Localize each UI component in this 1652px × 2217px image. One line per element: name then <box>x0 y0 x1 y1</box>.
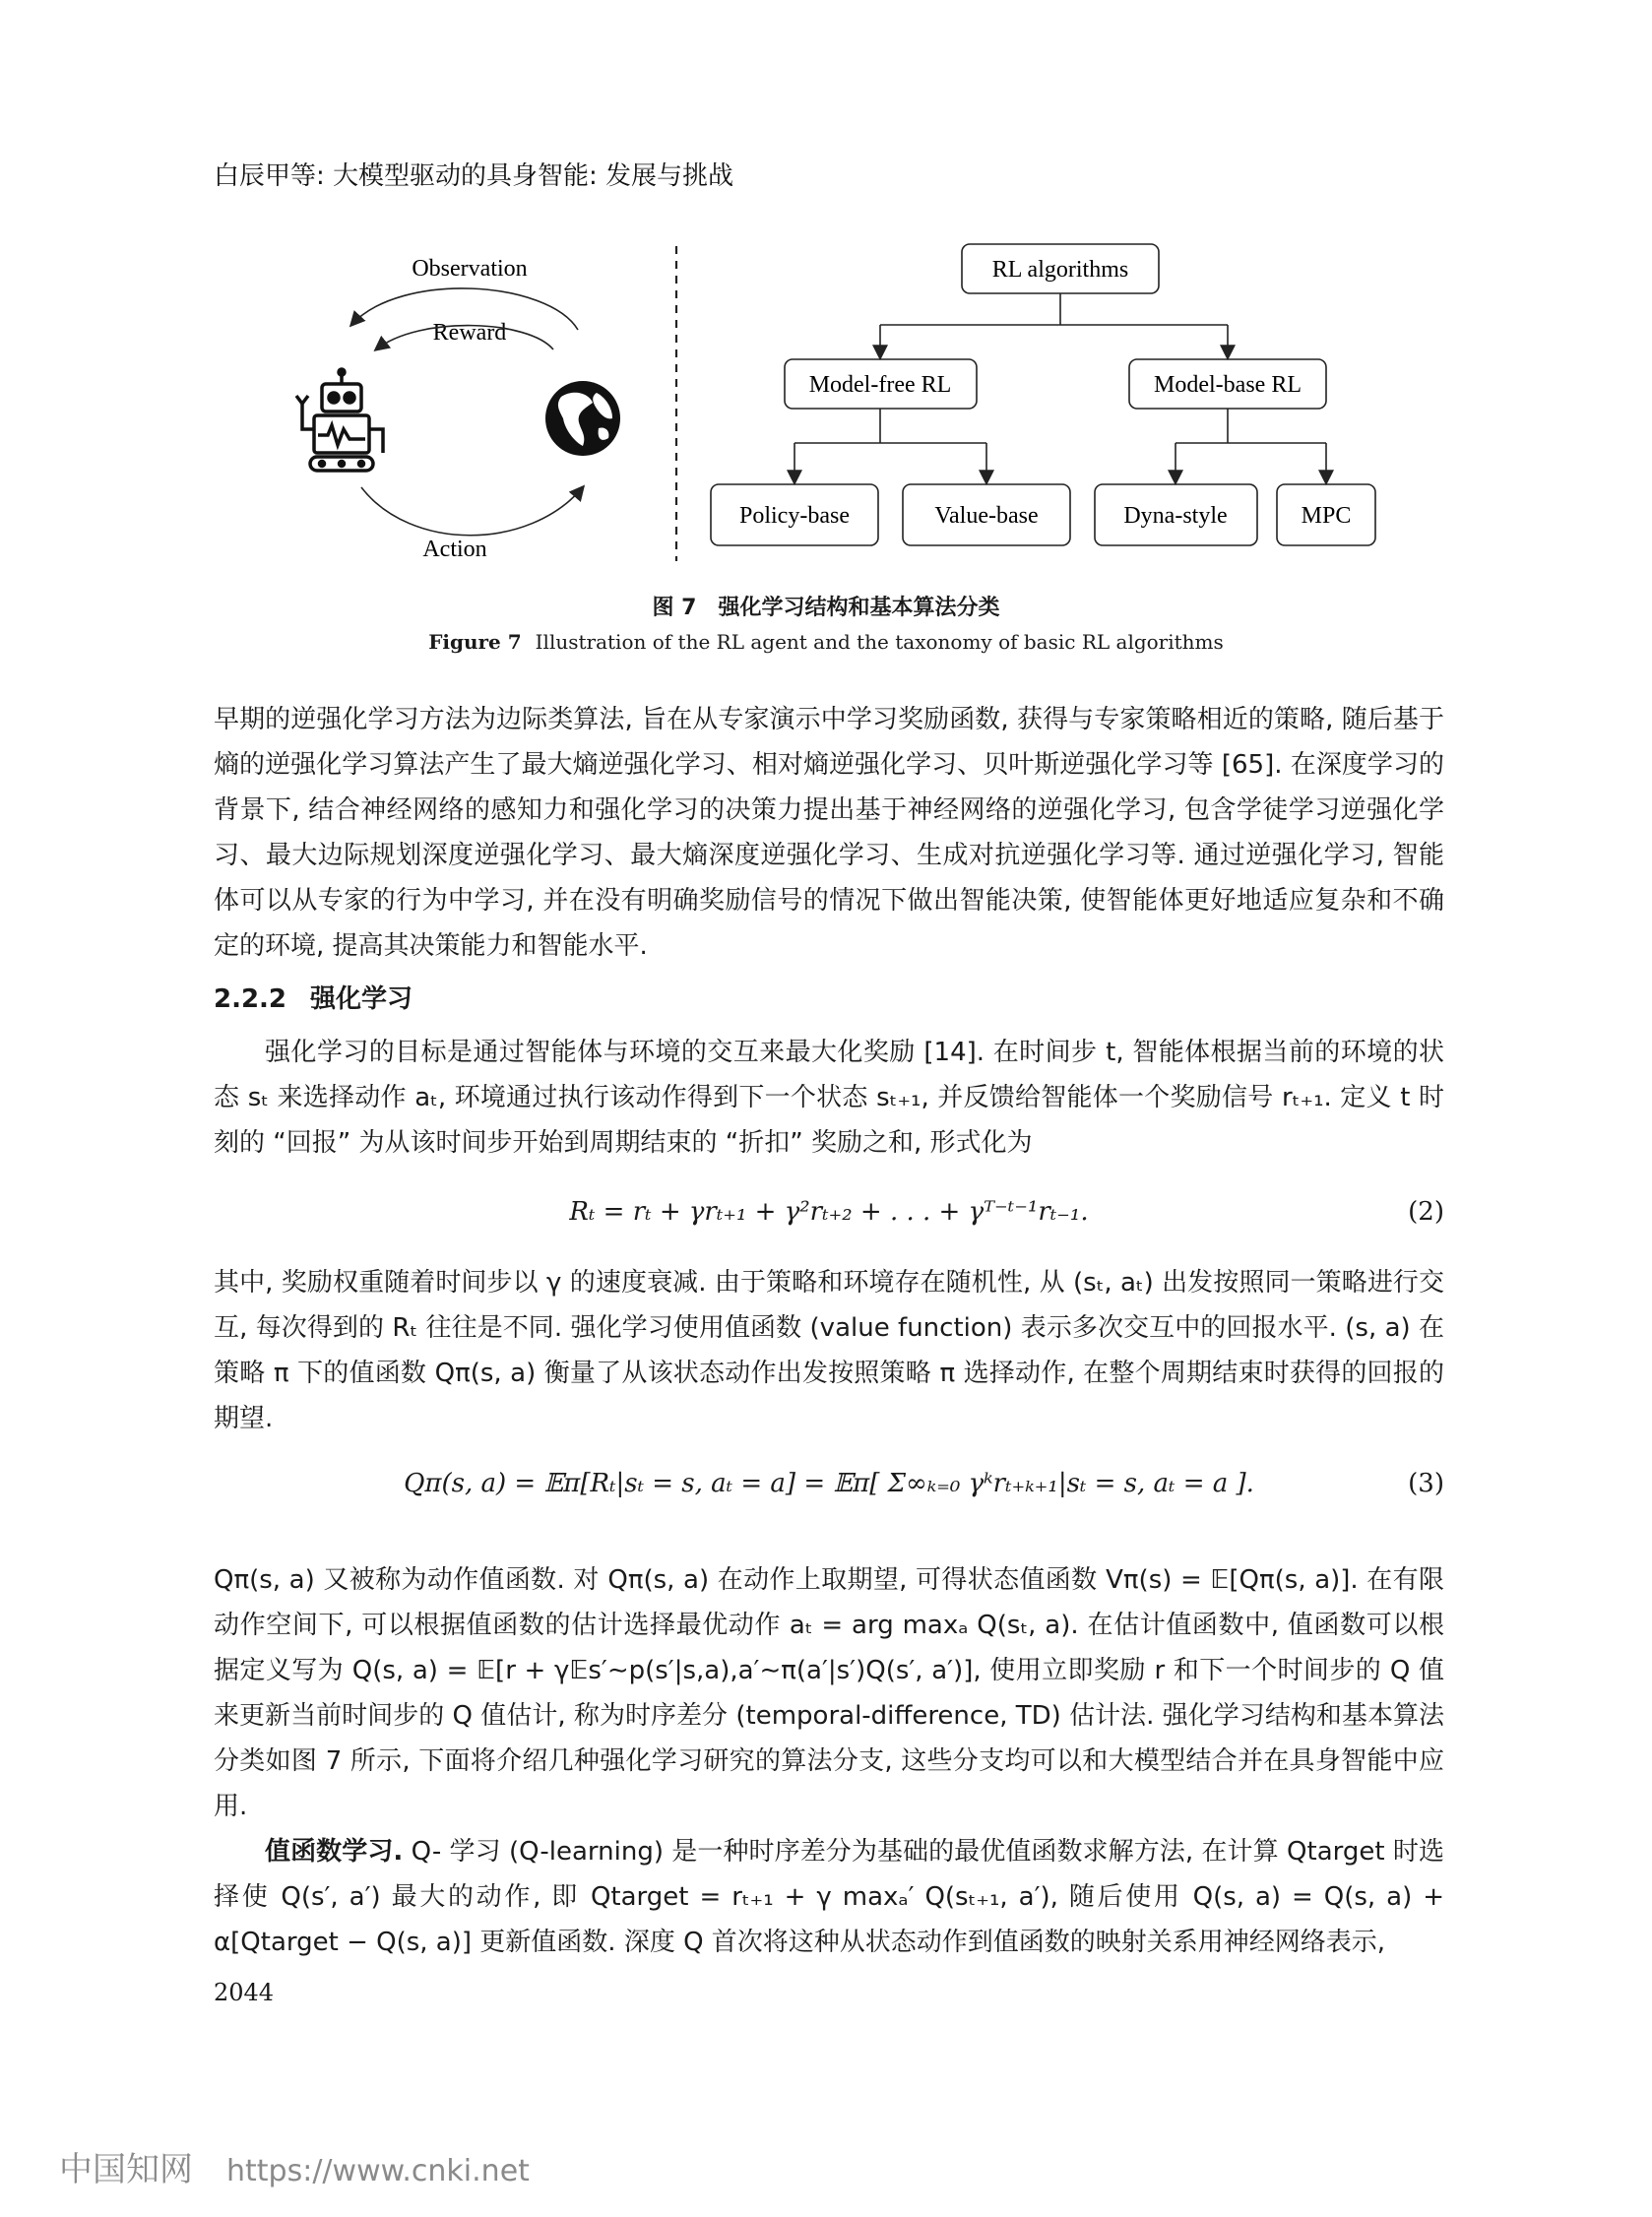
reward-label: Reward <box>432 320 507 346</box>
section-number: 2.2.2 <box>214 984 287 1014</box>
node-policy-base-label: Policy-base <box>739 503 850 529</box>
page-number: 2044 <box>214 1979 275 2006</box>
paragraph-q-learning <box>214 1829 1444 1965</box>
action-arrow <box>361 487 583 536</box>
section-title: 强化学习 <box>310 984 413 1014</box>
node-model-base-label: Model-base RL <box>1154 372 1302 398</box>
figure-caption-text: Illustration of the RL agent and the taxonomy of basic RL algorithms <box>535 630 1224 654</box>
node-dyna-style-label: Dyna-style <box>1123 503 1228 529</box>
running-header: 白辰甲等: 大模型驱动的具身智能: 发展与挑战 <box>214 161 734 191</box>
node-mpc-label: MPC <box>1301 503 1352 529</box>
globe-icon <box>545 381 620 456</box>
equation-2-body: Rₜ = rₜ + γrₜ₊₁ + γ²rₜ₊₂ + . . . + γᵀ⁻ᵗ⁻¹rₜ₋₁. <box>569 1197 1089 1227</box>
q-learning-text: Q- 学习 (Q-learning) 是一种时序差分为基础的最优值函数求解方法, 在计算 Qtarget 时选择使 Q(s′, a′) 最大的动作, 即 Qtarget = rₜ₊₁ + γ maxₐ′ Q(sₜ₊₁, a′), 随后使用 Q(s, a) = Q(s, a) + α[Qtarget − Q(s, a)] 更新值函数. 深度 Q 首次将这种从状态动作到值函数的映射关系用神经网络表示, <box>214 1837 1444 1957</box>
equation-3-number: (3) <box>1408 1469 1444 1498</box>
node-value-base-label: Value-base <box>934 503 1039 529</box>
footer-url: https://www.cnki.net <box>226 2154 530 2188</box>
equation-3 <box>214 1469 1444 1518</box>
paragraph-rl-intro: 强化学习的目标是通过智能体与环境的交互来最大化奖励 [14]. 在时间步 t, 智能体根据当前的环境的状态 sₜ 来选择动作 aₜ, 环境通过执行该动作得到下一个状态 sₜ₊₁, 并反馈给智能体一个奖励信号 rₜ₊₁. 定义 t 时刻的 “回报” 为从该时间步开始到周期结束的 “折扣” 奖励之和, 形式化为 <box>214 1038 1444 1158</box>
node-rl-algorithms-label: RL algorithms <box>991 257 1129 283</box>
paragraph-value-function: 其中, 奖励权重随着时间步以 γ 的速度衰减. 由于策略和环境存在随机性, 从 (sₜ, aₜ) 出发按照同一策略进行交互, 每次得到的 Rₜ 往往是不同. 强化学习使用值函数 (value function) 表示多次交互中的回报水平. (s, a) 在策略 π 下的值函数 Qπ(s, a) 衡量了从该状态动作出发按照策略 π 选择动作, 在整个周期结束时获得的回报的期望. <box>214 1268 1444 1433</box>
paragraph-action-value: Qπ(s, a) 又被称为动作值函数. 对 Qπ(s, a) 在动作上取期望, 可得状态值函数 Vπ(s) = 𝔼[Qπ(s, a)]. 在有限动作空间下, 可以根据值函数的估计选择最优动作 aₜ = arg maxₐ Q(sₜ, a). 在估计值函数中, 值函数可以根据定义写为 Q(s, a) = 𝔼[r + γ𝔼s′∼p(s′|s,a),a′∼π(a′|s′)Q(s′, a′)], 使用立即奖励 r 和下一个时间步的 Q 值来更新当前时间步的 Q 值估计, 称为时序差分 (temporal-difference, TD) 估计法. 强化学习结构和基本算法分类如图 7 所示, 下面将介绍几种强化学习研究的算法分支, 这些分支均可以和大模型结合并在具身智能中应用. <box>214 1565 1444 1821</box>
robot-icon <box>296 369 383 471</box>
node-model-free-label: Model-free RL <box>808 372 952 398</box>
q-learning-lead: 值函数学习. <box>265 1837 404 1867</box>
action-label: Action <box>422 537 487 562</box>
footer-site-name: 中国知网 <box>59 2150 193 2189</box>
figure-caption-zh: 图 7 强化学习结构和基本算法分类 <box>652 596 1000 620</box>
figure-caption-label: Figure 7 <box>428 630 522 654</box>
equation-3-body: Qπ(s, a) = 𝔼π[Rₜ|sₜ = s, aₜ = a] = 𝔼π[ Σ∞ₖ₌₀ γᵏrₜ₊ₖ₊₁|sₜ = s, aₜ = a ]. <box>404 1469 1254 1498</box>
equation-2 <box>214 1197 1444 1236</box>
observation-label: Observation <box>412 256 528 282</box>
paragraph-inverse-rl: 早期的逆强化学习方法为边际类算法, 旨在从专家演示中学习奖励函数, 获得与专家策略相近的策略, 随后基于熵的逆强化学习算法产生了最大熵逆强化学习、相对熵逆强化学习、贝叶斯逆强化学习等 [65]. 在深度学习的背景下, 结合神经网络的感知力和强化学习的决策力提出基于神经网络的逆强化学习, 包含学徒学习逆强化学习、最大边际规划深度逆强化学习、最大熵深度逆强化学习、生成对抗逆强化学习等. 通过逆强化学习, 智能体可以从专家的行为中学习, 并在没有明确奖励信号的情况下做出智能决策, 使智能体更好地适应复杂和不确定的环境, 提高其决策能力和智能水平. <box>214 705 1444 961</box>
footer-watermark <box>59 2142 530 2190</box>
figure-7 <box>214 236 1434 581</box>
equation-2-number: (2) <box>1408 1197 1444 1227</box>
figure-caption-en <box>0 630 1652 654</box>
section-heading <box>214 979 436 1015</box>
